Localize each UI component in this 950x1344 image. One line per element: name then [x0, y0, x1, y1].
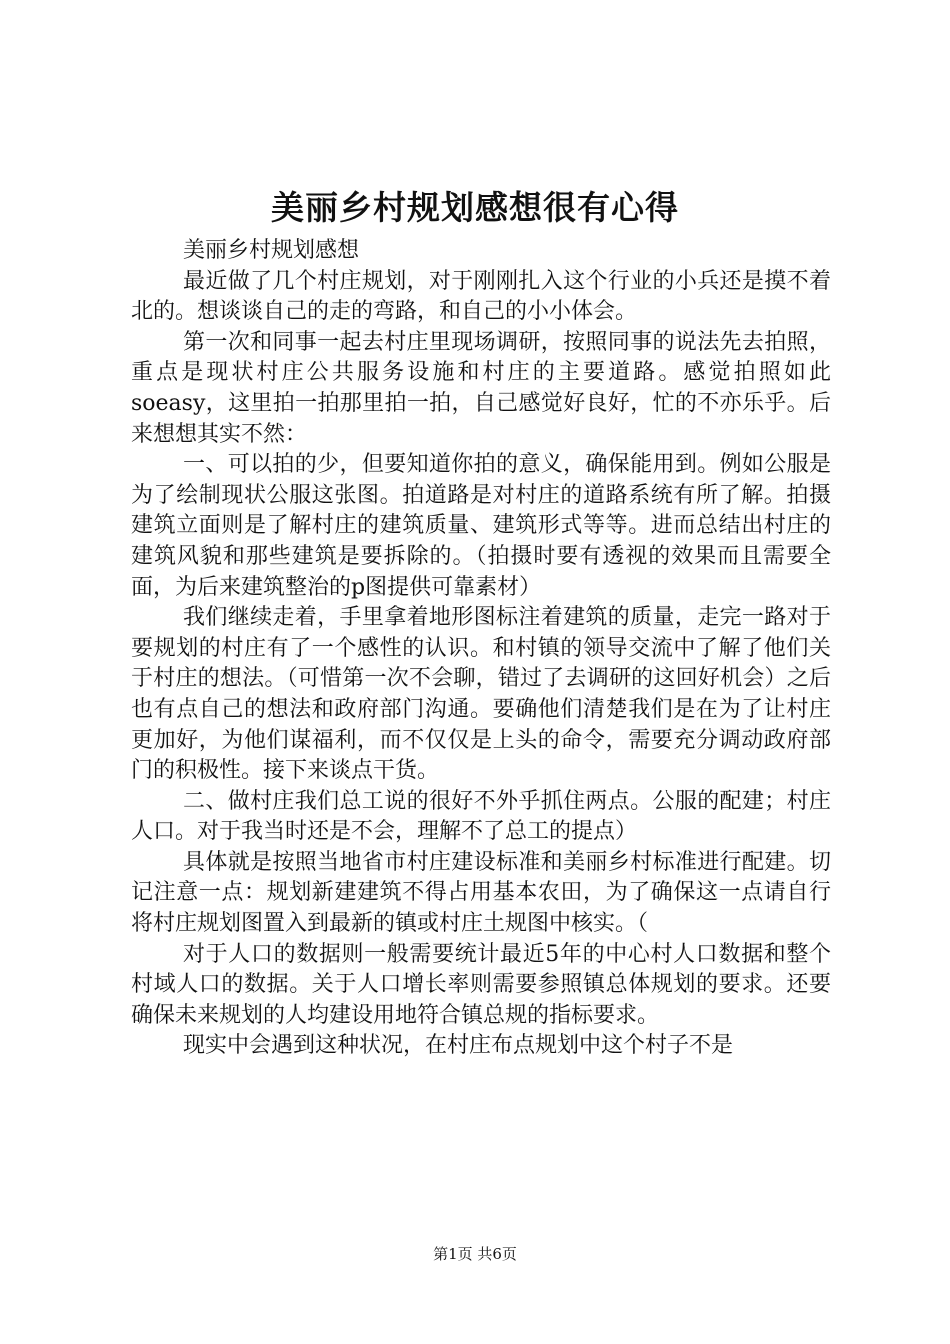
paragraph: 第一次和同事一起去村庄里现场调研，按照同事的说法先去拍照，重点是现状村庄公共服务设施和村庄的主要道路。感觉拍照如此soeasy，这里拍一拍那里拍一拍，自己感觉好良好，忙的不亦乐乎。后来想想其实不然： — [131, 329, 831, 447]
paragraph: 我们继续走着，手里拿着地形图标注着建筑的质量，走完一路对于要规划的村庄有了一个感性的认识。和村镇的领导交流中了解了他们关于村庄的想法。（可惜第一次不会聊，错过了去调研的这回好机会）之后也有点自己的想法和政府部门沟通。要确他们清楚我们是在为了让村庄更加好，为他们谋福利，而不仅仅是上头的命令，需要充分调动政府部门的积极性。接下来谈点干货。 — [131, 605, 831, 784]
paragraph: 二、做村庄我们总工说的很好不外乎抓住两点。公服的配建；村庄人口。对于我当时还是不会，理解不了总工的提点） — [131, 788, 831, 845]
paragraph: 最近做了几个村庄规划，对于刚刚扎入这个行业的小兵还是摸不着北的。想谈谈自己的走的弯路，和自己的小小体会。 — [131, 268, 831, 325]
document-body — [131, 236, 831, 1062]
paragraph-subtitle: 美丽乡村规划感想 — [183, 238, 360, 263]
paragraph: 一、可以拍的少，但要知道你拍的意义，确保能用到。例如公服是为了绘制现状公服这张图。拍道路是对村庄的道路系统有所了解。拍摄建筑立面则是了解村庄的建筑质量、建筑形式等等。进而总结出村庄的建筑风貌和那些建筑是要拆除的。（拍摄时要有透视的效果而且需要全面，为后来建筑整治的p图提供可靠素材） — [131, 452, 831, 600]
document-title: 美丽乡村规划感想很有心得 — [271, 188, 679, 227]
paragraph: 对于人口的数据则一般需要统计最近5年的中心村人口数据和整个村域人口的数据。关于人口增长率则需要参照镇总体规划的要求。还要确保未来规划的人均建设用地符合镇总规的指标要求。 — [131, 941, 831, 1028]
paragraph: 现实中会遇到这种状况，在村庄布点规划中这个村子不是 — [183, 1033, 734, 1059]
paragraph: 具体就是按照当地省市村庄建设标准和美丽乡村标准进行配建。切记注意一点：规划新建建筑不得占用基本农田，为了确保这一点请自行将村庄规划图置入到最新的镇或村庄土规图中核实。（ — [131, 849, 831, 937]
page-number-footer: 第1页 共6页 — [433, 1245, 517, 1263]
